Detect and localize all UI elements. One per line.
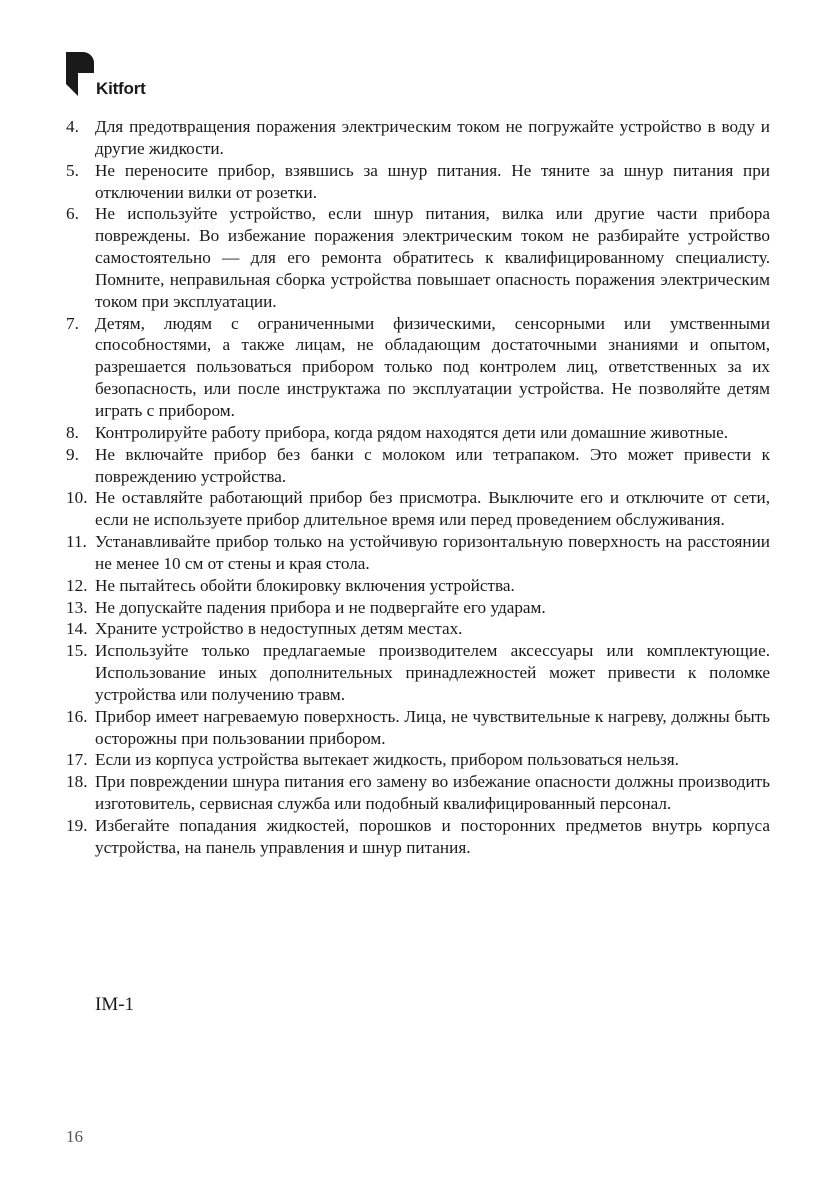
item-text: Избегайте попадания жидкостей, порошков и посторонних предметов внутрь корпуса устройства, на панель управления и шнур питания. (95, 816, 770, 857)
list-item (66, 313, 770, 422)
item-text: Прибор имеет нагреваемую поверхность. Лица, не чувствительные к нагреву, должны быть осторожны при пользовании прибором. (95, 706, 770, 748)
item-number: 16. (66, 706, 88, 726)
item-text: Устанавливайте прибор только на устойчивую горизонтальную поверхность на расстоянии не менее 10 см от стены и края стола. (95, 532, 770, 573)
item-number: 10. (66, 488, 88, 508)
list-item (66, 749, 770, 771)
item-text: Для предотвращения поражения электрическим током не погружайте устройство в воду и другие жидкости. (95, 117, 770, 158)
list-item (66, 771, 770, 815)
item-text: Храните устройство в недоступных детям местах. (95, 619, 463, 639)
list-item (66, 116, 770, 160)
brand-name: Kitfort (96, 79, 146, 98)
page-number: 16 (66, 1127, 83, 1146)
item-text: При повреждении шнура питания его замену во избежание опасности должны производить изготовитель, сервисная служба или подобный квалифицированный персонал. (95, 772, 770, 814)
list-item (66, 422, 770, 444)
item-text: Детям, людям с ограниченными физическими, сенсорными или умственными способностями, а также лицам, не обладающим достаточными знаниями и опытом, разрешается пользоваться прибором только под контролем лиц, ответственных за их безопасность, или после инструктажа по эксплуатации устройства. Не позволяйте детям играть с прибором. (95, 313, 770, 420)
item-text: Если из корпуса устройства вытекает жидкость, прибором пользоваться нельзя. (95, 750, 679, 770)
item-number: 17. (66, 750, 88, 770)
item-number: 14. (66, 619, 88, 639)
item-text: Не пытайтесь обойти блокировку включения устройства. (95, 575, 515, 595)
item-text: Не используйте устройство, если шнур питания, вилка или другие части прибора повреждены. Во избежание поражения электрическим током не разбирайте устройство самостоятельно — для его ремонта обратитесь к квалифицированному специалисту. Помните, неправильная сборка устройства повышает опасность поражения электрическим током при эксплуатации. (95, 204, 770, 311)
item-number: 9. (66, 444, 79, 464)
safety-instructions-list (66, 116, 770, 859)
item-number: 12. (66, 575, 88, 595)
item-number: 13. (66, 597, 88, 617)
list-item (66, 487, 770, 531)
list-item (66, 444, 770, 488)
brand-logo (66, 52, 186, 102)
list-item (66, 531, 770, 575)
kitfort-logo-icon (66, 52, 94, 96)
item-text: Контролируйте работу прибора, когда рядом находятся дети или домашние животные. (95, 422, 729, 442)
list-item (66, 203, 770, 312)
list-item (66, 575, 770, 597)
item-number: 7. (66, 313, 79, 333)
model-code: IM-1 (95, 994, 135, 1015)
list-item (66, 640, 770, 706)
list-item (66, 160, 770, 204)
item-number: 8. (66, 422, 79, 442)
item-text: Не включайте прибор без банки с молоком или тетрапаком. Это может привести к повреждению устройства. (95, 444, 770, 486)
list-item (66, 706, 770, 750)
list-item (66, 815, 770, 859)
item-text: Не переносите прибор, взявшись за шнур питания. Не тяните за шнур питания при отключении вилки от розетки. (95, 160, 770, 202)
list-item (66, 618, 770, 640)
item-number: 15. (66, 641, 88, 661)
list-item (66, 597, 770, 619)
item-number: 11. (66, 532, 87, 552)
item-text: Используйте только предлагаемые производителем аксессуары или комплектующие. Использование иных дополнительных принадлежностей может привести к поломке устройства или получению травм. (95, 641, 770, 704)
item-text: Не оставляйте работающий прибор без присмотра. Выключите его и отключите от сети, если не используете прибор длительное время или перед проведением обслуживания. (95, 488, 770, 530)
item-text: Не допускайте падения прибора и не подвергайте его ударам. (95, 597, 546, 617)
item-number: 19. (66, 816, 88, 835)
item-number: 5. (66, 160, 79, 180)
item-number: 4. (66, 117, 79, 136)
item-number: 18. (66, 772, 88, 792)
item-number: 6. (66, 204, 79, 224)
